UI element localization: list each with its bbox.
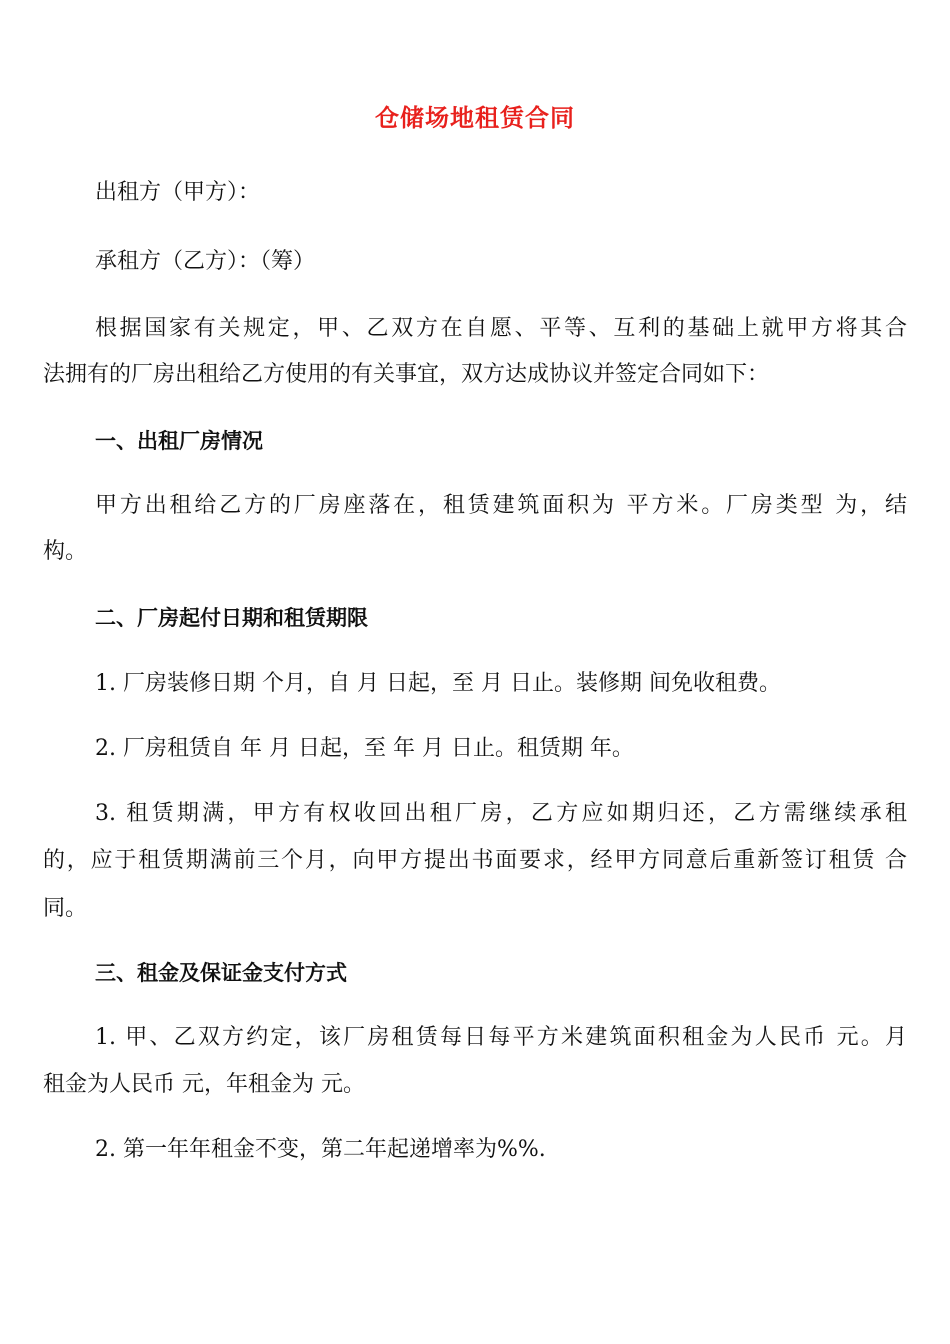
section-2-item-3-line-2: 的，应于租赁期满前三个月，向甲方提出书面要求，经甲方同意后重新签订租赁 合 xyxy=(43,848,907,873)
section-1-heading: 一、出租厂房情况 xyxy=(95,429,263,453)
lessor-line: 出租方（甲方）： xyxy=(95,180,261,205)
section-1-body-line-1: 甲方出租给乙方的厂房座落在，租赁建筑面积为 平方米。厂房类型 为，结 xyxy=(95,493,907,518)
section-3-item-1-line-1: 1. 甲、乙双方约定，该厂房租赁每日每平方米建筑面积租金为人民币 元。月 xyxy=(95,1025,907,1050)
section-2-item-2: 2. 厂房租赁自 年 月 日起，至 年 月 日止。租赁期 年。 xyxy=(95,736,634,761)
intro-line-1: 根据国家有关规定，甲、乙双方在自愿、平等、互利的基础上就甲方将其合 xyxy=(95,316,907,341)
section-3-item-1-line-2: 租金为人民币 元，年租金为 元。 xyxy=(43,1072,365,1097)
section-2-item-1: 1. 厂房装修日期 个月，自 月 日起，至 月 日止。装修期 间免收租费。 xyxy=(95,671,781,696)
document-title: 仓储场地租赁合同 xyxy=(375,104,575,132)
section-1-body-line-2: 构。 xyxy=(43,539,88,564)
lessee-line: 承租方（乙方）：（筹） xyxy=(95,249,316,274)
section-2-heading: 二、厂房起付日期和租赁期限 xyxy=(95,606,368,630)
section-2-item-3-line-1: 3. 租赁期满，甲方有权收回出租厂房，乙方应如期归还，乙方需继续承租 xyxy=(95,801,907,826)
section-2-item-3-line-3: 同。 xyxy=(43,896,88,921)
intro-line-2: 法拥有的厂房出租给乙方使用的有关事宜，双方达成协议并签定合同如下： xyxy=(43,362,770,387)
section-3-item-2: 2. 第一年年租金不变，第二年起递增率为%%. xyxy=(95,1137,546,1162)
section-3-heading: 三、租金及保证金支付方式 xyxy=(95,961,347,985)
